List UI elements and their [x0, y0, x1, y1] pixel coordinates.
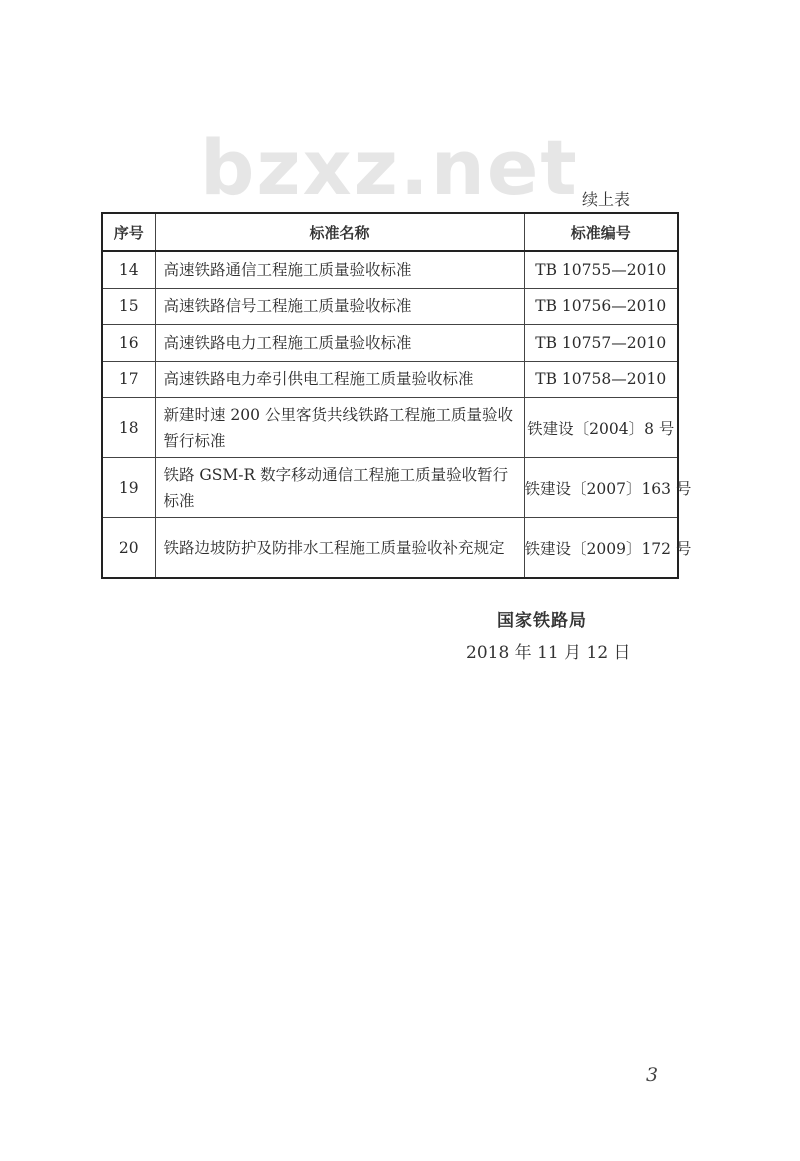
watermark: bzxz.net — [200, 123, 579, 212]
row-name: 高速铁路电力工程施工质量验收标准 — [155, 325, 524, 362]
row-no: 16 — [102, 325, 155, 362]
row-name: 高速铁路通信工程施工质量验收标准 — [155, 251, 524, 288]
row-code: 铁建设〔2004〕8 号 — [524, 398, 678, 458]
row-code: TB 10757—2010 — [524, 325, 678, 362]
standards-table — [101, 212, 692, 579]
row-no: 18 — [102, 398, 155, 458]
header-code: 标准编号 — [524, 213, 678, 251]
table-row — [102, 361, 678, 398]
issuing-organization: 国家铁路局 — [497, 611, 587, 631]
row-code: TB 10756—2010 — [524, 288, 678, 325]
row-no: 19 — [102, 458, 155, 518]
row-name: 高速铁路信号工程施工质量验收标准 — [155, 288, 524, 325]
row-name: 铁路 GSM-R 数字移动通信工程施工质量验收暂行标准 — [155, 458, 524, 518]
row-no: 15 — [102, 288, 155, 325]
header-name: 标准名称 — [155, 213, 524, 251]
table-row — [102, 398, 678, 458]
row-name: 新建时速 200 公里客货共线铁路工程施工质量验收暂行标准 — [155, 398, 524, 458]
row-code: TB 10755—2010 — [524, 251, 678, 288]
table-row — [102, 251, 678, 288]
issue-date: 2018 年 11 月 12 日 — [466, 643, 631, 663]
continued-label: 续上表 — [582, 190, 631, 209]
row-code: TB 10758—2010 — [524, 361, 678, 398]
row-no: 17 — [102, 361, 155, 398]
header-no: 序号 — [102, 213, 155, 251]
table-row — [102, 288, 678, 325]
row-code: 铁建设〔2009〕172 号 — [524, 518, 678, 579]
row-name: 高速铁路电力牵引供电工程施工质量验收标准 — [155, 361, 524, 398]
table-row — [102, 458, 678, 518]
row-no: 20 — [102, 518, 155, 579]
row-name: 铁路边坡防护及防排水工程施工质量验收补充规定 — [155, 518, 524, 579]
row-no: 14 — [102, 251, 155, 288]
table-header-row — [102, 213, 678, 251]
page-number: 3 — [646, 1064, 659, 1086]
table-row — [102, 518, 678, 579]
table-row — [102, 325, 678, 362]
row-code: 铁建设〔2007〕163 号 — [524, 458, 678, 518]
